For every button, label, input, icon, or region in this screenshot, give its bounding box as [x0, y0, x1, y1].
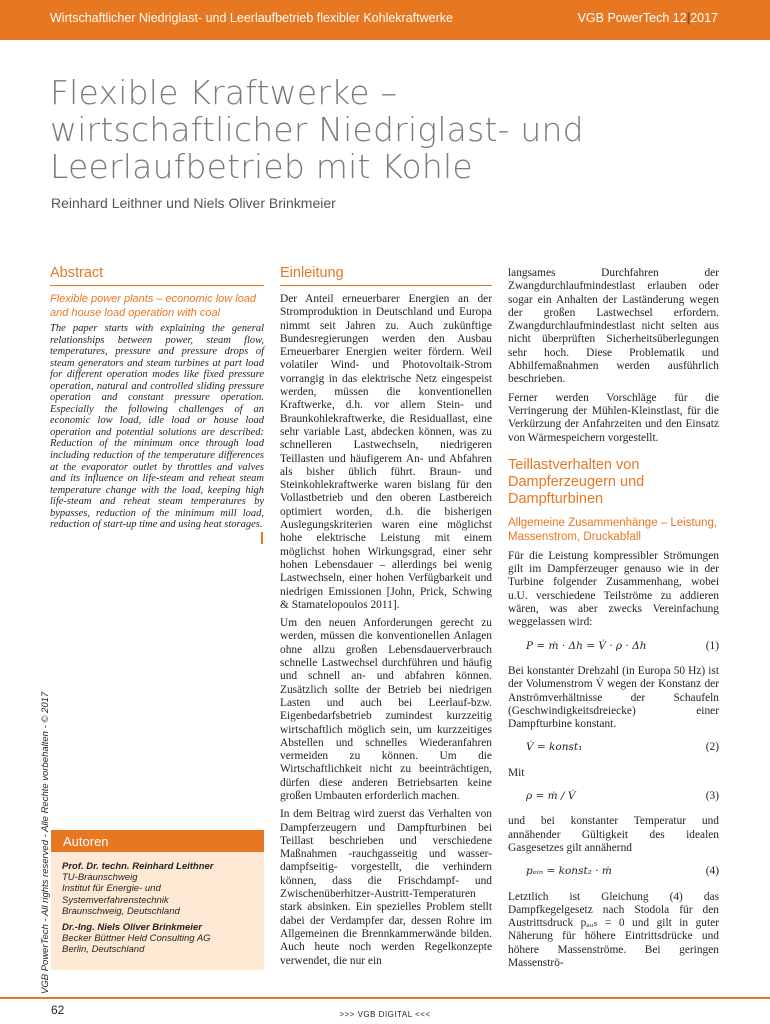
running-title: Wirtschaftlicher Niedriglast- und Leerlaufbetrieb flexibler Kohlekraftwerke	[50, 11, 453, 25]
author-affiliation: Berlin, Deutschland	[62, 944, 145, 956]
journal-year: 2017	[690, 11, 718, 25]
equation-formula: pₑᵢₙ = konst₂ · ṁ	[526, 865, 612, 878]
article-title	[50, 74, 750, 185]
author-name: Prof. Dr. techn. Reinhard Leithner	[62, 861, 214, 872]
body-paragraph: In dem Beitrag wird zuerst das Verhalten von Dampferzeugern und Dampfturbinen bei Teillast beschrieben und verschiedene Maßnahmen -rauchgasseitig und wasser-dampfseitig- vorgestellt, die verhindern können, dass die Frischdampf- und Zwischenüberhitzer-Austritt-Temperaturen stark absinken. Ein spezielles Problem stellt dabei der Verdampfer dar, dessen Rohre im Allgemeinen die Brennkammerwände bilden. Auch heute noch werden Regelkonzepte verwendet, die nur ein	[280, 808, 492, 967]
journal-issue	[578, 11, 718, 25]
footer-rule	[0, 997, 770, 999]
abstract-end-marker	[261, 532, 263, 544]
third-column	[508, 267, 719, 975]
equation-number: (2)	[705, 741, 719, 754]
section-heading: Teillastverhalten von Dampferzeugern und Dampfturbinen	[508, 456, 645, 507]
body-paragraph: Der Anteil erneuerbarer Energien an der Stromproduktion in Deutschland und Europa nimmt seit Jahren zu. Auch zukünftige Bundesregierungen werden den Ausbau Erneuerbarer Energien weiter fördern. Weil volatiler Wind- und Photovoltaik-Strom vorrangig in das elektrische Netz eingespeist werden, müssen die konventionellen Kraftwerke, d.h. vor allem Stein- und Braunkohlekraftwerke, die Residuallast, eine sehr variable Last, abdecken können, was zu schnelleren Lastwechseln, niedrigeren Teillasten und häufigerem An- und Abfahren als bisher üblich führt. Braun- und Steinkohlekraftwerke waren bislang für den Vollastbetrieb und den oberen Lastbereich optimiert worden, d.h. die bisherigen Auslegungskriterien waren eine möglichst hohe elektrische Leistung mit einem möglichst hohen Wirkungsgrad, einer sehr hohen Lebensdauer – allerdings bei wenig Lastwechseln, einer hohen Verfügbarkeit und niedrigen Emissionen [John, Prick, Schwing & Stamatelopoulos 2011].	[280, 293, 492, 611]
einleitung-column	[280, 293, 492, 973]
equation-2	[508, 741, 719, 754]
journal-name: VGB PowerTech 12	[577, 11, 687, 25]
author-name: Dr.-Ing. Niels Oliver Brinkmeier	[62, 922, 202, 934]
page-number: 62	[51, 1003, 65, 1017]
equation-formula: P = ṁ · Δh = V̇ · ρ · Δh	[526, 639, 647, 652]
author-affiliation: TU-Braunschweig	[62, 872, 138, 884]
equation-formula: ρ = ṁ / V̇	[526, 790, 576, 803]
title-line: Flexible Kraftwerke –	[50, 73, 398, 112]
vgb-digital-mark: >>> VGB DIGITAL <<<	[339, 1010, 431, 1019]
body-paragraph: langsames Durchfahren der Zwangdurchlaufmindestlast erlauben oder sogar ein Anhalten der Laständerung wegen der großen Lastwechsel erfordern. Zwangdurchlaufmindestlast nicht selten aus nicht überprüften Sicherheitsüberlegungen sehr hoch. Diese Problematik und Abhilfemaßnahmen werden ausführlich beschrieben.	[508, 267, 719, 386]
article-authors: Reinhard Leithner und Niels Oliver Brinkmeier	[51, 195, 336, 211]
equation-formula: V̇ = konst₁	[526, 741, 583, 754]
title-line: wirtschaftlicher Niedriglast- und	[50, 110, 584, 149]
subsection-heading: Allgemeine Zusammenhänge – Leistung, Massenstrom, Druckabfall	[508, 516, 718, 543]
header-bar	[0, 0, 770, 40]
body-paragraph: Bei konstanter Drehzahl (in Europa 50 Hz) ist der Volumenstrom V̇ wegen der Konstanz der Anströmverhältnisse der Schaufeln (Geschwindigkeitsdreiecke) einer Dampfturbine konstant.	[508, 664, 719, 731]
title-line: Leerlaufbetrieb mit Kohle	[50, 147, 473, 186]
body-paragraph: und bei konstanter Temperatur und annähender Gültigkeit des idealen Gasgesetzes gilt annähernd	[508, 815, 719, 854]
copyright-notice: VGB PowerTech - All rights reserved - Alle Rechte vorbehalten - © 2017	[40, 691, 51, 994]
journal-separator: |	[686, 11, 691, 25]
body-paragraph: Um den neuen Anforderungen gerecht zu werden, müssen die konventionellen Anlagen ohne allzu großen Lebensdauerverbrauch schnelle Lastwechsel durchführen und häufig und schnell an- und abfahren können. Zusätzlich sollte der Betrieb bei niedrigen Lasten und auch bei Leerlauf-bzw. Eigenbedarfsbetrieb zumindest kurzzeitig wirtschaftlich möglich sein, um kurzzeitiges Abstellen und schnelles Wiederanfahren vermeiden zu können. Um die Wirtschaftlichkeit nicht zu beeinträchtigen, dürfen diese anderen Betriebsarten keine großen Umbauten erforderlich machen.	[280, 617, 492, 802]
authors-box-body	[62, 861, 262, 956]
author-affiliation: Becker Büttner Held Consulting AG	[62, 933, 211, 945]
abstract-text: The paper starts with explaining the general relationships between power, steam flow, temperatures, pressure and pressure drops of steam generators and steam turbines at part load for different operation modes like fixed pressure operation, natural and controlled sliding pressure operation and constant pressure operation. Especially the following challenges of an economic low load, idle load or house load operation and potential solutions are described: Reduction of the minimum once through load including reduction of the temperature differences at the evaporator outlet by throttles and valves and its influence on life-steam and reheat steam temperature change with the load, keeping high life-steam and reheat steam temperatures by bypasses, reduction of the minimum mill load, reduction of start-up time and using heat storages.	[50, 323, 264, 531]
equation-number: (1)	[705, 639, 719, 652]
author-affiliation: Braunschweig, Deutschland	[62, 905, 180, 917]
equation-number: (3)	[705, 790, 719, 803]
abstract-subtitle: Flexible power plants – economic low load and house load operation with coal	[50, 293, 257, 319]
abstract-heading: Abstract	[50, 265, 264, 286]
equation-3	[508, 790, 719, 803]
equation-4	[508, 865, 719, 878]
author-affiliation: Institut für Energie- und	[62, 883, 161, 895]
body-paragraph: Ferner werden Vorschläge für die Verringerung der Mühlen-Kleinstlast, für die Verkürzung der Anfahrzeiten und den Einsatz von Wärmespeichern vorgestellt.	[508, 391, 719, 444]
equation-number: (4)	[705, 865, 719, 878]
body-paragraph: Letztlich ist Gleichung (4) das Dampfkegelgesetz nach Stodola für den Austrittsdruck pₐᵤₛ = 0 und gilt in guter Näherung für höhere Eintrittsdrücke und höhere Massenströme. Bei geringen Massenströ-	[508, 890, 719, 969]
body-paragraph: Mit	[508, 766, 525, 779]
equation-1	[508, 640, 719, 653]
authors-box-heading: Autoren	[51, 830, 264, 852]
einleitung-heading: Einleitung	[280, 265, 492, 286]
author-affiliation: Systemverfahrenstechnik	[62, 894, 169, 906]
body-paragraph: Für die Leistung kompressibler Strömungen gilt im Dampferzeuger genauso wie in der Turbine folgender Zusammenhang, wobei u.U. verschiedene Teilströme zu addieren wären, was aber zwecks Vereinfachung weggelassen wird:	[508, 549, 719, 629]
